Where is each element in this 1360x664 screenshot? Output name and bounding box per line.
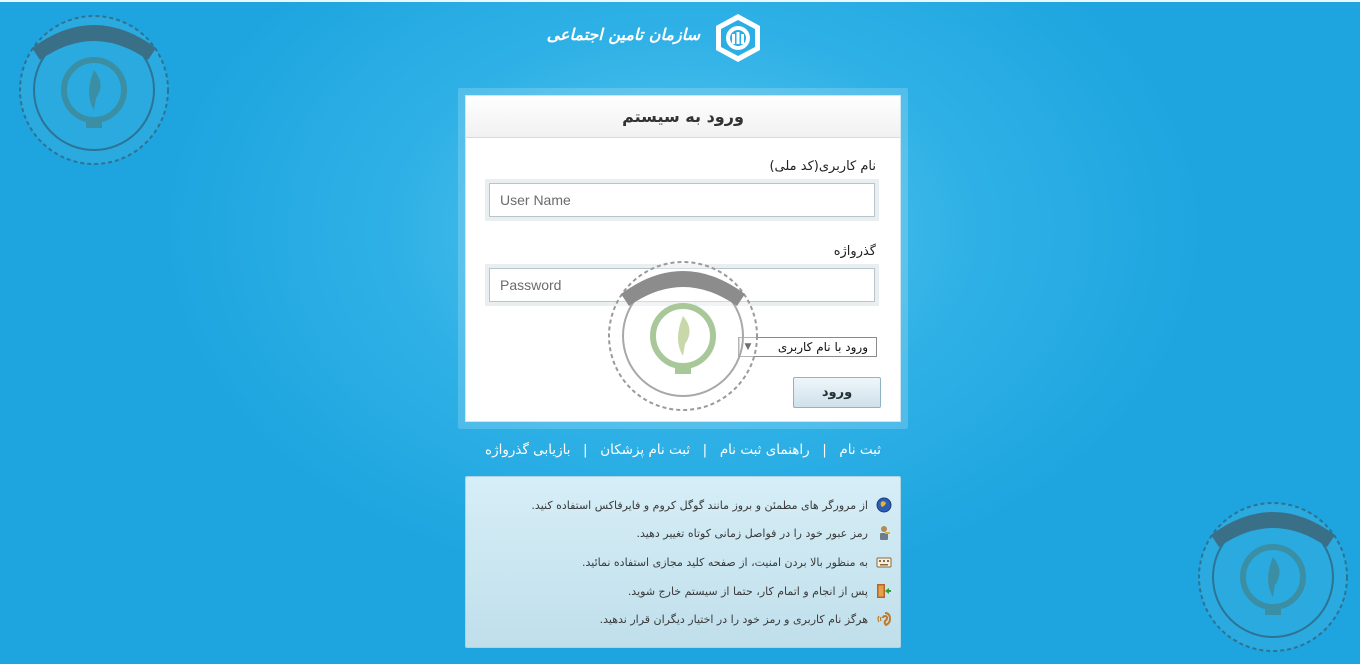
login-title: ورود به سیستم <box>466 96 900 138</box>
link-separator: | <box>583 442 588 458</box>
username-input[interactable] <box>489 183 875 217</box>
username-field-wrap <box>485 179 879 221</box>
org-name: سازمان تامین اجتماعی <box>546 25 700 44</box>
keyboard-icon <box>876 554 892 570</box>
tip-item <box>531 497 892 513</box>
tip-item <box>628 583 892 599</box>
key-person-icon <box>876 525 892 541</box>
watermark-seal <box>1193 495 1353 655</box>
globe-icon <box>876 497 892 513</box>
tip-text: پس از انجام و اتمام کار، حتما از سیستم خارج شوید. <box>627 584 868 598</box>
tip-text: هرگز نام کاربری و رمز خود را در اختیار دیگران قرار ندهید. <box>599 612 868 626</box>
watermark-seal <box>14 8 174 168</box>
password-recovery-link[interactable]: بازیابی گذرواژه <box>485 442 571 458</box>
username-label: نام کاربری(کد ملی) <box>769 159 876 174</box>
tip-item <box>637 525 893 541</box>
login-button[interactable]: ورود <box>793 377 881 408</box>
tip-text: از مرورگر های مطمئن و بروز مانند گوگل کروم و فایرفاکس استفاده کنید. <box>531 498 868 512</box>
security-tips-box <box>465 476 901 648</box>
link-separator: | <box>702 442 708 458</box>
login-method-selected: ورود با نام کاربری <box>777 340 868 354</box>
register-link[interactable]: ثبت نام <box>839 442 881 458</box>
watermark-seal <box>603 254 763 414</box>
exit-door-icon <box>876 583 892 599</box>
tip-text: به منظور بالا بردن امنیت، از صفحه کلید مجازی استفاده نمائید. <box>582 555 868 569</box>
tip-text: رمز عبور خود را در فواصل زمانی کوتاه تغییر دهید. <box>636 526 868 540</box>
top-border-line <box>0 0 1360 2</box>
password-label: گذرواژه <box>833 244 876 259</box>
org-logo <box>546 12 766 64</box>
link-separator: | <box>822 442 827 458</box>
doctor-register-link[interactable]: ثبت نام پزشکان <box>600 442 691 458</box>
ear-sound-icon <box>876 611 892 627</box>
register-guide-link[interactable]: راهنمای ثبت نام <box>719 442 810 458</box>
tip-item <box>582 554 892 570</box>
tamin-emblem-icon <box>712 12 764 64</box>
tip-item <box>600 611 892 627</box>
footer-links <box>465 442 901 458</box>
